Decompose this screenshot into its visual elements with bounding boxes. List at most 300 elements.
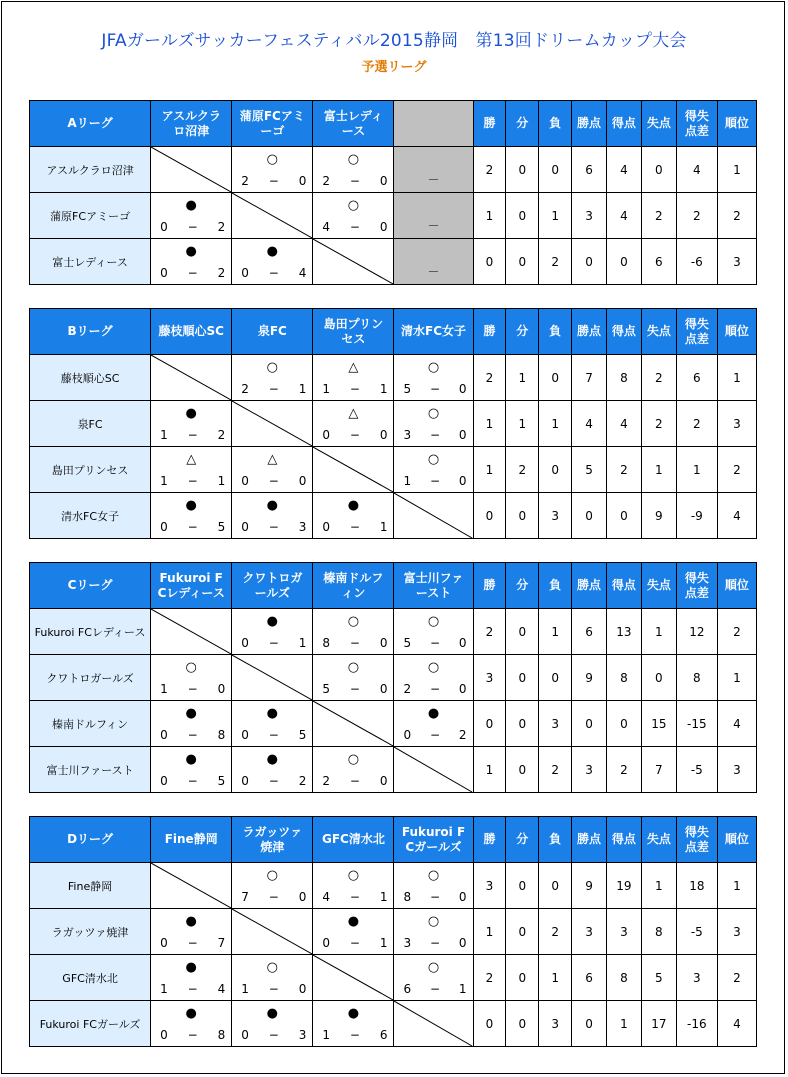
match-result-cell — [313, 193, 394, 239]
goals-for: 2 — [241, 382, 249, 396]
score-separator: − — [268, 174, 279, 188]
match-score — [322, 383, 387, 396]
stat-value: 3 — [473, 655, 506, 701]
goals-for: 0 — [160, 774, 168, 788]
goals-against: 5 — [298, 728, 307, 742]
team-name: 富士川ファースト — [30, 747, 151, 793]
score-separator: − — [187, 520, 198, 534]
team-name: ラガッツァ焼津 — [30, 909, 151, 955]
result-mark-icon: ○ — [427, 452, 440, 467]
opponent-header: Fukuroi FCレディース — [151, 563, 232, 609]
stat-value: 8 — [606, 955, 641, 1001]
score-separator: − — [268, 636, 279, 650]
stat-header: 順位 — [717, 101, 756, 147]
stat-value: 1 — [641, 863, 676, 909]
goals-against: 7 — [217, 936, 226, 950]
match-score — [322, 521, 387, 534]
match-score — [160, 221, 225, 234]
team-row — [30, 147, 757, 193]
match-score — [403, 429, 466, 442]
stat-value: 3 — [539, 1001, 572, 1047]
stat-value: 0 — [641, 147, 676, 193]
stat-value: 9 — [572, 655, 607, 701]
result-mark-icon: ● — [185, 406, 197, 421]
result-mark-icon: △ — [348, 406, 359, 421]
goals-against: 0 — [458, 428, 467, 442]
goals-for: 0 — [241, 520, 249, 534]
result-mark-icon: ○ — [266, 360, 278, 375]
team-row — [30, 493, 757, 539]
match-score — [403, 383, 466, 396]
match-score — [160, 267, 225, 280]
match-result-cell — [313, 609, 394, 655]
stat-value: 3 — [717, 401, 756, 447]
goals-for: 1 — [160, 982, 168, 996]
match-result-cell — [151, 193, 232, 239]
stat-value: 5 — [641, 955, 676, 1001]
match-result-cell — [313, 1001, 394, 1047]
stat-value: 2 — [473, 955, 506, 1001]
result-mark-icon: ○ — [347, 868, 360, 883]
goals-for: 1 — [160, 428, 168, 442]
stat-header: 得点 — [606, 817, 641, 863]
result-mark-icon: ● — [347, 914, 360, 929]
page-subtitle: 予選リーグ — [361, 60, 427, 75]
diagonal-line — [313, 239, 393, 284]
match-result-cell — [232, 863, 313, 909]
opponent-header: 富士川ファースト — [394, 563, 473, 609]
score-separator: − — [349, 428, 360, 442]
stat-header: 得失点差 — [676, 101, 717, 147]
goals-against: 2 — [217, 220, 226, 234]
match-result-cell — [394, 655, 473, 701]
stat-value: 0 — [572, 239, 607, 285]
match-result-cell — [151, 655, 232, 701]
empty-match-cell — [394, 239, 473, 285]
stat-value: 0 — [606, 493, 641, 539]
stat-header: 負 — [539, 817, 572, 863]
match-score — [403, 937, 466, 950]
score-separator: − — [349, 774, 360, 788]
stat-value: 4 — [717, 701, 756, 747]
match-score — [241, 983, 306, 996]
goals-for: 2 — [403, 682, 412, 696]
stat-value: 0 — [539, 355, 572, 401]
result-mark-icon: △ — [186, 452, 197, 467]
match-result-cell — [313, 909, 394, 955]
stat-value: 0 — [506, 747, 539, 793]
self-match-cell — [394, 493, 473, 539]
stat-value: 7 — [641, 747, 676, 793]
league-table — [29, 816, 757, 1047]
goals-against: 3 — [298, 1028, 307, 1042]
stat-value: -9 — [676, 493, 717, 539]
score-separator: − — [429, 936, 441, 950]
score-separator: − — [187, 774, 198, 788]
result-mark-icon: ○ — [427, 406, 440, 421]
stat-value: -16 — [676, 1001, 717, 1047]
goals-against: 0 — [379, 682, 388, 696]
stat-header: 失点 — [641, 309, 676, 355]
stat-value: 0 — [506, 147, 539, 193]
self-match-cell — [394, 747, 473, 793]
match-score — [322, 891, 387, 904]
stat-header: 失点 — [641, 563, 676, 609]
empty-match-cell — [394, 147, 473, 193]
match-result-cell — [151, 909, 232, 955]
score-separator: − — [268, 982, 279, 996]
stat-value: 9 — [572, 863, 607, 909]
goals-against: 0 — [458, 936, 467, 950]
stat-header: 負 — [539, 563, 572, 609]
stat-value: 1 — [641, 609, 676, 655]
score-separator: − — [187, 982, 198, 996]
stat-value: 2 — [717, 955, 756, 1001]
goals-for: 8 — [322, 636, 331, 650]
goals-for: 3 — [403, 428, 412, 442]
goals-against: 4 — [298, 266, 307, 280]
match-score — [322, 175, 387, 188]
match-result-cell — [151, 401, 232, 447]
team-row — [30, 193, 757, 239]
stat-value: 17 — [641, 1001, 676, 1047]
goals-for: 1 — [160, 474, 168, 488]
stat-value: 1 — [641, 447, 676, 493]
stat-value: 6 — [641, 239, 676, 285]
match-result-cell — [232, 493, 313, 539]
match-score — [322, 937, 387, 950]
stat-value: 1 — [717, 355, 756, 401]
match-result-cell — [232, 609, 313, 655]
stat-value: 4 — [572, 401, 607, 447]
self-match-cell — [313, 447, 394, 493]
stat-value: 4 — [717, 1001, 756, 1047]
self-match-cell — [232, 655, 313, 701]
team-name: GFC清水北 — [30, 955, 151, 1001]
opponent-header: Fine静岡 — [151, 817, 232, 863]
result-mark-icon: ● — [266, 1006, 278, 1021]
match-score — [403, 891, 466, 904]
stat-value: 1 — [506, 355, 539, 401]
goals-against: 0 — [458, 682, 467, 696]
league-name: Aリーグ — [30, 101, 151, 147]
result-mark-icon: ● — [185, 498, 197, 513]
stat-header: 勝 — [473, 101, 506, 147]
team-name: 清水FC女子 — [30, 493, 151, 539]
self-match-cell — [232, 909, 313, 955]
stat-header: 得点 — [606, 309, 641, 355]
stat-value: 2 — [539, 909, 572, 955]
stat-value: 8 — [641, 909, 676, 955]
result-mark-icon: ● — [427, 706, 440, 721]
goals-against: 0 — [458, 382, 467, 396]
result-mark-icon: ○ — [427, 868, 440, 883]
goals-against: 2 — [458, 728, 467, 742]
match-score — [403, 637, 466, 650]
goals-for: 0 — [241, 266, 249, 280]
stat-header: 勝 — [473, 309, 506, 355]
score-separator: − — [268, 1028, 279, 1042]
match-score — [241, 891, 306, 904]
stat-value: 8 — [606, 355, 641, 401]
match-score — [241, 729, 306, 742]
goals-against: 4 — [217, 982, 226, 996]
goals-for: 0 — [322, 936, 331, 950]
match-score — [322, 637, 387, 650]
team-name: 泉FC — [30, 401, 151, 447]
stat-header: 得失点差 — [676, 563, 717, 609]
goals-for: 3 — [403, 936, 412, 950]
goals-for: 0 — [241, 728, 249, 742]
score-separator: − — [268, 382, 279, 396]
diagonal-line — [232, 193, 312, 238]
goals-against: 1 — [379, 936, 388, 950]
goals-against: 1 — [379, 890, 388, 904]
league-table — [29, 100, 757, 285]
stat-header: 順位 — [717, 817, 756, 863]
stat-value: 2 — [473, 609, 506, 655]
goals-against: 3 — [298, 520, 307, 534]
stat-value: 0 — [506, 863, 539, 909]
stat-value: 4 — [676, 147, 717, 193]
result-mark-icon: ● — [347, 498, 360, 513]
goals-against: 0 — [298, 982, 307, 996]
team-name: 富士レディース — [30, 239, 151, 285]
diagonal-line — [313, 955, 393, 1000]
match-score — [160, 1029, 225, 1042]
result-mark-icon: ○ — [427, 360, 440, 375]
goals-against: 2 — [217, 428, 226, 442]
opponent-header: 蒲原FCアミーゴ — [232, 101, 313, 147]
goals-for: 4 — [322, 220, 331, 234]
team-name: 藤枝順心SC — [30, 355, 151, 401]
stat-value: 0 — [473, 493, 506, 539]
stat-value: 0 — [606, 239, 641, 285]
stat-value: 1 — [539, 401, 572, 447]
match-score — [241, 383, 306, 396]
match-score — [160, 521, 225, 534]
team-row — [30, 655, 757, 701]
diagonal-line — [313, 447, 393, 492]
goals-for: 0 — [403, 728, 412, 742]
goals-against: 0 — [379, 636, 388, 650]
team-row — [30, 701, 757, 747]
score-separator: − — [429, 728, 441, 742]
match-result-cell — [232, 955, 313, 1001]
goals-for: 2 — [241, 174, 249, 188]
opponent-header: 富士レディース — [313, 101, 394, 147]
stat-value: 15 — [641, 701, 676, 747]
self-match-cell — [151, 863, 232, 909]
goals-for: 2 — [322, 774, 331, 788]
match-result-cell — [151, 701, 232, 747]
opponent-header: 榛南ドルフィン — [313, 563, 394, 609]
stat-value: 5 — [572, 447, 607, 493]
score-separator: − — [429, 382, 441, 396]
result-mark-icon: ● — [347, 1006, 360, 1021]
match-score — [322, 429, 387, 442]
opponent-header: 島田プリンセス — [313, 309, 394, 355]
stat-header: 得失点差 — [676, 309, 717, 355]
stat-value: 3 — [539, 701, 572, 747]
stat-value: 2 — [717, 609, 756, 655]
goals-for: 0 — [160, 266, 168, 280]
goals-against: 8 — [217, 1028, 226, 1042]
goals-for: 0 — [160, 936, 168, 950]
self-match-cell — [313, 701, 394, 747]
goals-for: 5 — [322, 682, 331, 696]
goals-for: 1 — [241, 982, 249, 996]
score-separator: − — [349, 682, 360, 696]
stat-value: 1 — [473, 401, 506, 447]
match-score — [241, 475, 306, 488]
stat-header: 失点 — [641, 101, 676, 147]
stat-value: 0 — [572, 493, 607, 539]
goals-against: 6 — [379, 1028, 388, 1042]
team-row — [30, 355, 757, 401]
goals-for: 5 — [403, 636, 412, 650]
score-separator: − — [268, 474, 279, 488]
team-row — [30, 447, 757, 493]
match-score — [160, 729, 225, 742]
opponent-header: 清水FC女子 — [394, 309, 473, 355]
match-score — [160, 429, 225, 442]
goals-for: 7 — [241, 890, 249, 904]
stat-value: 3 — [572, 747, 607, 793]
score-separator: − — [429, 682, 441, 696]
self-match-cell — [313, 955, 394, 1001]
league-table — [29, 308, 757, 539]
diagonal-line — [151, 863, 231, 908]
score-separator: − — [187, 474, 198, 488]
goals-against: 1 — [217, 474, 226, 488]
stat-value: 2 — [676, 193, 717, 239]
result-mark-icon: ○ — [347, 198, 360, 213]
diagonal-line — [232, 655, 312, 700]
goals-for: 6 — [403, 982, 412, 996]
stat-value: 8 — [676, 655, 717, 701]
stat-value: -15 — [676, 701, 717, 747]
match-result-cell — [232, 1001, 313, 1047]
stat-value: 2 — [506, 447, 539, 493]
stat-header: 得失点差 — [676, 817, 717, 863]
opponent-header: クワトロガールズ — [232, 563, 313, 609]
match-result-cell — [313, 863, 394, 909]
stat-value: 3 — [539, 493, 572, 539]
stat-value: 3 — [572, 909, 607, 955]
stat-value: 0 — [506, 493, 539, 539]
goals-against: 0 — [379, 174, 388, 188]
goals-for: 0 — [160, 220, 168, 234]
result-mark-icon: ○ — [427, 914, 440, 929]
match-score — [241, 267, 306, 280]
stat-value: 2 — [606, 747, 641, 793]
score-separator: − — [429, 474, 441, 488]
stat-header: 負 — [539, 309, 572, 355]
goals-for: 0 — [160, 520, 168, 534]
team-name: 島田プリンセス — [30, 447, 151, 493]
team-row — [30, 609, 757, 655]
goals-against: 2 — [217, 266, 226, 280]
goals-against: 1 — [379, 520, 388, 534]
score-separator: − — [187, 936, 198, 950]
match-result-cell — [394, 863, 473, 909]
match-result-cell — [313, 355, 394, 401]
result-mark-icon: ○ — [266, 868, 278, 883]
stat-value: 3 — [606, 909, 641, 955]
diagonal-line — [313, 701, 393, 746]
score-separator: − — [349, 636, 360, 650]
goals-for: 0 — [241, 474, 249, 488]
match-score — [322, 775, 387, 788]
stat-value: 0 — [506, 701, 539, 747]
result-mark-icon: △ — [267, 452, 278, 467]
match-result-cell — [232, 147, 313, 193]
stat-value: 3 — [717, 239, 756, 285]
result-mark-icon: ● — [266, 752, 278, 767]
opponent-header: 泉FC — [232, 309, 313, 355]
score-separator: − — [268, 266, 279, 280]
match-result-cell — [151, 239, 232, 285]
self-match-cell — [313, 239, 394, 285]
goals-against: 0 — [298, 174, 307, 188]
stat-value: 2 — [641, 401, 676, 447]
result-mark-icon: ○ — [427, 614, 440, 629]
goals-for: 0 — [241, 1028, 249, 1042]
score-separator: − — [429, 890, 441, 904]
page-title: JFAガールズサッカーフェスティバル2015静岡 第13回ドリームカップ大会 — [101, 31, 687, 51]
opponent-header: アスルクラロ沼津 — [151, 101, 232, 147]
self-match-cell — [394, 1001, 473, 1047]
stat-value: 3 — [473, 863, 506, 909]
stat-header: 勝 — [473, 563, 506, 609]
goals-for: 4 — [322, 890, 331, 904]
opponent-header: 藤枝順心SC — [151, 309, 232, 355]
match-result-cell — [313, 747, 394, 793]
match-result-cell — [151, 1001, 232, 1047]
result-mark-icon: ○ — [427, 960, 440, 975]
team-row — [30, 909, 757, 955]
match-result-cell — [394, 401, 473, 447]
stat-value: 2 — [473, 147, 506, 193]
goals-for: 0 — [241, 636, 249, 650]
stat-header: 負 — [539, 101, 572, 147]
match-result-cell — [394, 955, 473, 1001]
goals-against: 1 — [298, 636, 307, 650]
match-result-cell — [313, 655, 394, 701]
result-mark-icon: ○ — [347, 614, 360, 629]
result-mark-icon: ● — [185, 244, 197, 259]
match-result-cell — [313, 401, 394, 447]
stat-value: 13 — [606, 609, 641, 655]
score-separator: − — [187, 266, 198, 280]
match-result-cell — [313, 493, 394, 539]
stat-value: 2 — [641, 193, 676, 239]
goals-for: 1 — [322, 382, 331, 396]
stat-header: 得点 — [606, 101, 641, 147]
goals-against: 0 — [458, 890, 467, 904]
goals-for: 0 — [241, 774, 249, 788]
stat-value: 4 — [606, 193, 641, 239]
team-row — [30, 1001, 757, 1047]
stat-value: 1 — [676, 447, 717, 493]
match-score — [241, 1029, 306, 1042]
score-separator: − — [349, 936, 360, 950]
goals-against: 2 — [298, 774, 307, 788]
league-name: Bリーグ — [30, 309, 151, 355]
result-mark-icon: ○ — [266, 960, 278, 975]
stat-value: 4 — [717, 493, 756, 539]
